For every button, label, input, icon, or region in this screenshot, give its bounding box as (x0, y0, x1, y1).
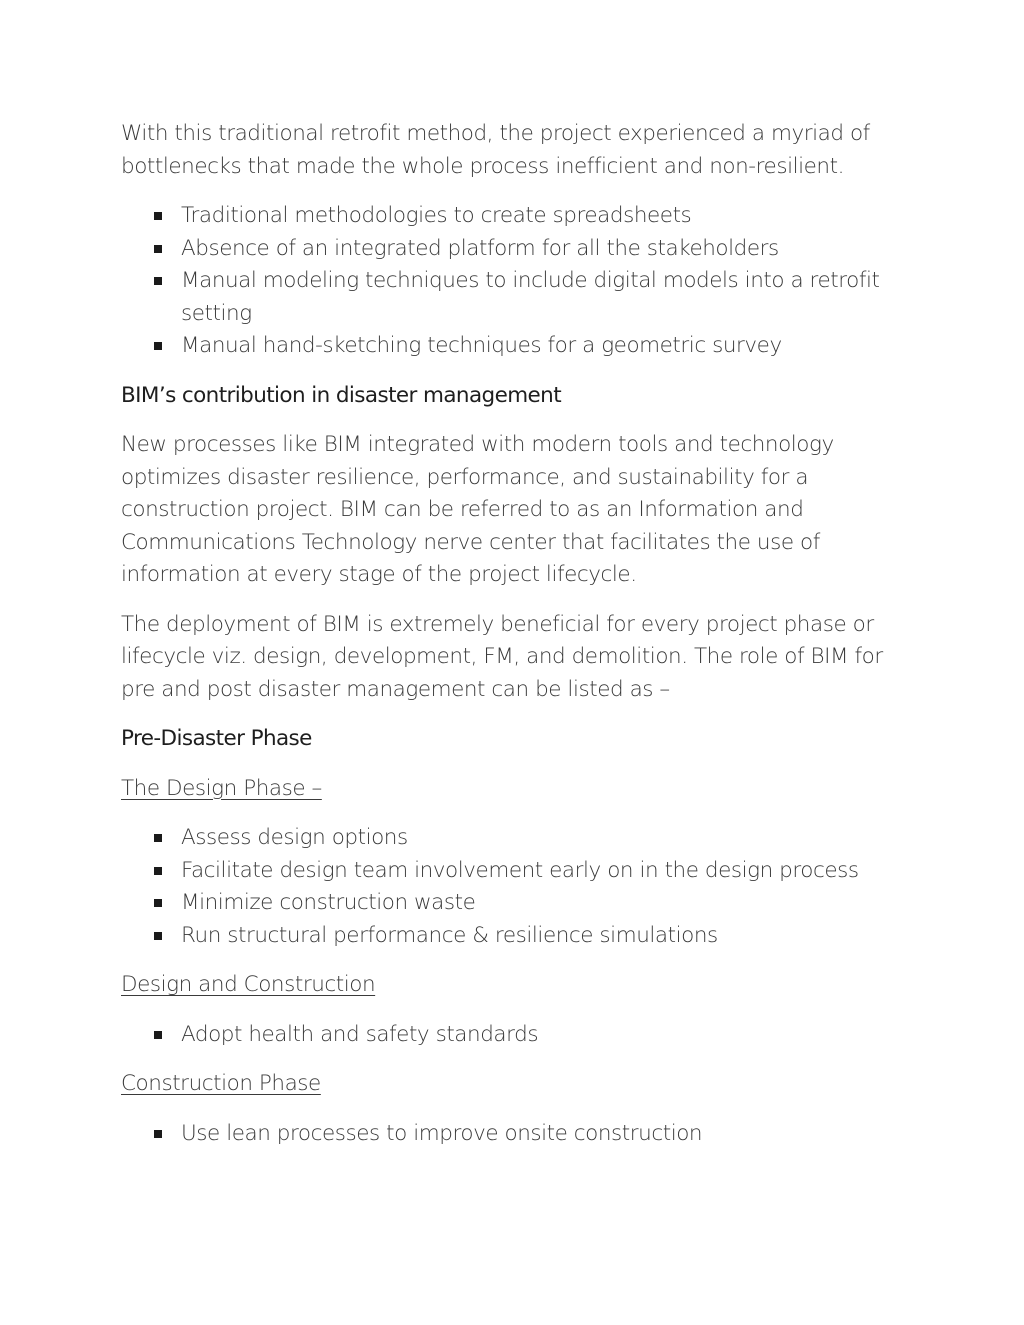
list-item-text: Assess design options (181, 825, 408, 850)
list-item (121, 330, 891, 363)
list-item-text: Run structural performance & resilience simulations (181, 922, 718, 948)
list-item (121, 855, 891, 888)
list-item-text: Absence of an integrated platform for all the stakeholders (181, 235, 779, 261)
list-item (121, 1118, 891, 1151)
bim-paragraph-2: The deployment of BIM is extremely beneficial for every project phase or lifecycle viz. design, development, FM, and demolition. The role of BIM for pre and post disaster management can be listed as – (121, 611, 883, 702)
design-phase-subheading: The Design Phase – (121, 775, 322, 801)
list-item (121, 265, 891, 330)
list-item (121, 1019, 891, 1052)
square-bullet-icon (154, 1031, 162, 1039)
design-construction-subheading: Design and Construction (121, 972, 376, 997)
list-item-text: Facilitate design team involvement early on in the design process (181, 857, 859, 883)
square-bullet-icon (154, 277, 162, 285)
list-item (121, 233, 891, 266)
construction-phase-subheading: Construction Phase (121, 1071, 321, 1096)
square-bullet-icon (154, 899, 162, 907)
document-page (121, 118, 891, 1167)
list-item-text: Traditional methodologies to create spreadsheets (181, 203, 692, 228)
list-item (121, 887, 891, 920)
bim-paragraph-1: New processes like BIM integrated with modern tools and technology optimizes disaster resilience, performance, and sustainability for a construction project. BIM can be referred to as an Information and Communications Technology nerve center that facilitates the use of information at every stage of the project lifecycle. (121, 432, 834, 587)
square-bullet-icon (154, 867, 162, 875)
square-bullet-icon (154, 212, 162, 220)
list-item-text: Manual modeling techniques to include digital models into a retrofit setting (181, 268, 880, 326)
square-bullet-icon (154, 1130, 162, 1138)
list-item (121, 200, 891, 233)
bottlenecks-list (121, 200, 891, 363)
list-item (121, 822, 891, 855)
list-item-text: Minimize construction waste (181, 890, 476, 915)
bim-contribution-heading: BIM’s contribution in disaster management (121, 382, 562, 408)
list-item-text: Manual hand-sketching techniques for a geometric survey (181, 333, 782, 358)
intro-paragraph: With this traditional retrofit method, the project experienced a myriad of bottlenecks that made the whole process inefficient and non-resilient. (121, 121, 870, 179)
square-bullet-icon (154, 932, 162, 940)
square-bullet-icon (154, 834, 162, 842)
list-item-text: Use lean processes to improve onsite construction (181, 1120, 703, 1146)
list-item-text: Adopt health and safety standards (181, 1021, 539, 1047)
design-construction-list (121, 1019, 891, 1052)
square-bullet-icon (154, 245, 162, 253)
list-item (121, 920, 891, 953)
square-bullet-icon (154, 342, 162, 350)
construction-phase-list (121, 1118, 891, 1151)
design-phase-list (121, 822, 891, 952)
pre-disaster-heading: Pre-Disaster Phase (121, 726, 312, 751)
